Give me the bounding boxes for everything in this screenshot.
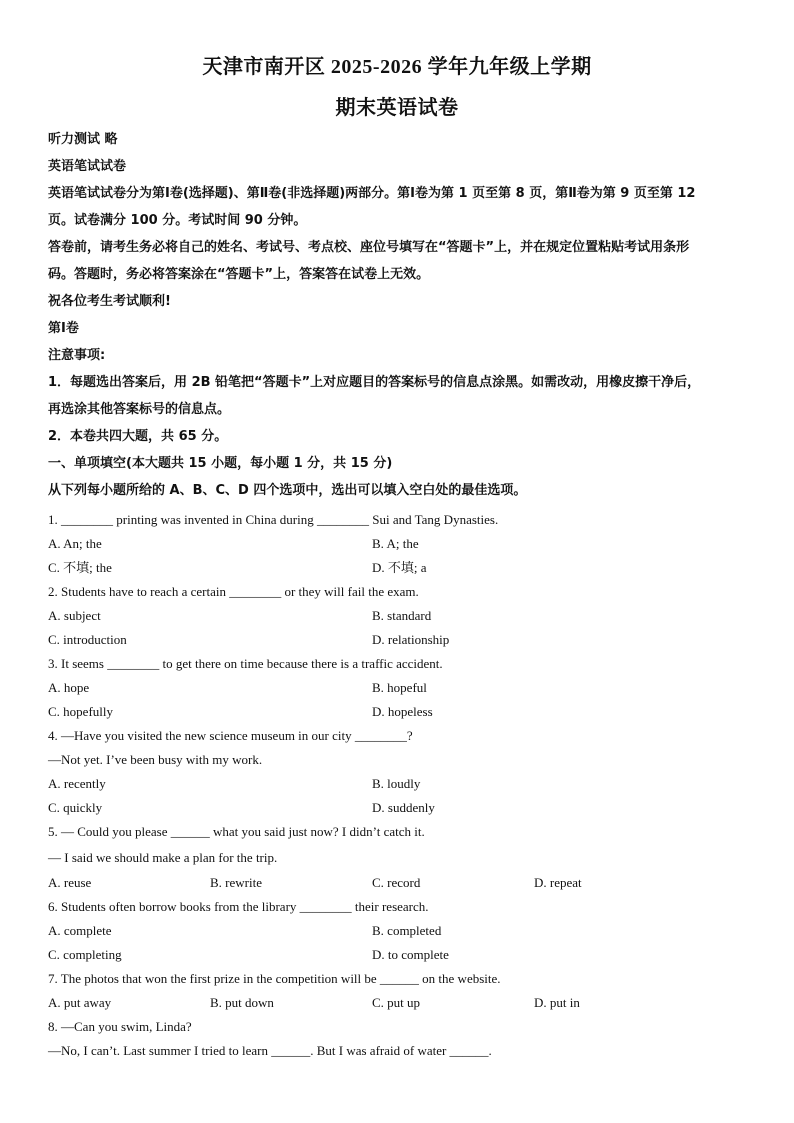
option-b: B. rewrite <box>210 875 262 890</box>
question-stem: 7. The photos that won the first prize in the competition will be ______ on the website. <box>48 971 501 986</box>
option-b: B. loudly <box>372 776 421 791</box>
option-d: D. hopeless <box>372 704 433 719</box>
option-c: C. introduction <box>48 632 127 647</box>
volume-label: 第Ⅰ卷 <box>48 321 79 336</box>
question-stem: 1. ________ printing was invented in China during ________ Sui and Tang Dynasties. <box>48 512 499 527</box>
option-d: D. put in <box>534 995 580 1010</box>
option-b: B. A; the <box>372 536 419 551</box>
option-b: B. completed <box>372 923 442 938</box>
option-c: C. record <box>372 875 421 890</box>
option-row <box>48 556 753 580</box>
option-row <box>48 628 753 652</box>
exam-title: 天津市南开区 2025-2026 学年九年级上学期 <box>202 56 592 78</box>
written-section-title: 英语笔试试卷 <box>48 159 127 174</box>
question-stem: 5. — Could you please ______ what you said just now? I didn’t catch it. <box>48 824 425 839</box>
option-a: A. subject <box>48 608 101 623</box>
question-dialogue: —Not yet. I’ve been busy with my work. <box>48 752 263 767</box>
instruction-line: 答卷前，请考生务必将自己的姓名、考试号、考点校、座位号填写在“答题卡”上，并在规定位置粘贴考试用条形 <box>48 240 690 255</box>
option-row <box>48 532 753 556</box>
instruction-line: 英语笔试试卷分为第Ⅰ卷(选择题)、第Ⅱ卷(非选择题)两部分。第Ⅰ卷为第 1 页至第 8 页，第Ⅱ卷为第 9 页至第 12 <box>48 186 696 201</box>
question-stem: 8. —Can you swim, Linda? <box>48 1019 192 1034</box>
question-stem: 3. It seems ________ to get there on time because there is a traffic accident. <box>48 656 443 671</box>
option-a: A. An; the <box>48 536 102 551</box>
option-row <box>48 943 753 967</box>
question-dialogue: —No, I can’t. Last summer I tried to learn ______. But I was afraid of water ______. <box>48 1043 492 1058</box>
option-row <box>48 871 753 895</box>
section-instruction: 从下列每小题所给的 A、B、C、D 四个选项中，选出可以填入空白处的最佳选项。 <box>48 483 527 498</box>
option-a: A. complete <box>48 923 112 938</box>
notes-heading: 注意事项: <box>48 348 106 363</box>
exam-subtitle: 期末英语试卷 <box>335 97 459 119</box>
option-c: C. completing <box>48 947 122 962</box>
option-c: C. put up <box>372 995 421 1010</box>
question-dialogue: — I said we should make a plan for the trip. <box>48 850 278 865</box>
question-stem: 6. Students often borrow books from the library ________ their research. <box>48 899 429 914</box>
option-b: B. put down <box>210 995 274 1010</box>
questions <box>48 508 753 1063</box>
option-row <box>48 700 753 724</box>
option-row <box>48 772 753 796</box>
option-b: B. hopeful <box>372 680 427 695</box>
option-c: C. 不填; the <box>48 560 112 575</box>
option-row <box>48 796 753 820</box>
option-d: D. suddenly <box>372 800 435 815</box>
instructions <box>48 126 753 504</box>
option-d: D. to complete <box>372 947 449 962</box>
note-line: 再选涂其他答案标号的信息点。 <box>48 402 231 417</box>
note-line: 2．本卷共四大题，共 65 分。 <box>48 429 228 444</box>
option-d: D. relationship <box>372 632 450 647</box>
option-c: C. hopefully <box>48 704 113 719</box>
option-c: C. quickly <box>48 800 103 815</box>
good-luck-line: 祝各位考生考试顺利! <box>48 294 171 309</box>
option-row <box>48 919 753 943</box>
option-d: D. 不填; a <box>372 560 427 575</box>
option-a: A. reuse <box>48 875 92 890</box>
question-stem: 4. —Have you visited the new science museum in our city ________? <box>48 728 413 743</box>
listening-note: 听力测试 略 <box>48 132 118 147</box>
option-row <box>48 991 753 1015</box>
instruction-line: 页。试卷满分 100 分。考试时间 90 分钟。 <box>48 213 307 228</box>
instruction-line: 码。答题时，务必将答案涂在“答题卡”上，答案答在试卷上无效。 <box>48 267 430 282</box>
option-a: A. recently <box>48 776 106 791</box>
question-stem: 2. Students have to reach a certain ________ or they will fail the exam. <box>48 584 419 599</box>
option-a: A. hope <box>48 680 90 695</box>
option-d: D. repeat <box>534 875 582 890</box>
section-heading: 一、单项填空(本大题共 15 小题，每小题 1 分，共 15 分) <box>48 456 393 471</box>
option-b: B. standard <box>372 608 432 623</box>
note-line: 1．每题选出答案后，用 2B 铅笔把“答题卡”上对应题目的答案标号的信息点涂黑。如需改动，用橡皮擦干净后， <box>48 375 701 390</box>
option-a: A. put away <box>48 995 112 1010</box>
option-row <box>48 604 753 628</box>
option-row <box>48 676 753 700</box>
